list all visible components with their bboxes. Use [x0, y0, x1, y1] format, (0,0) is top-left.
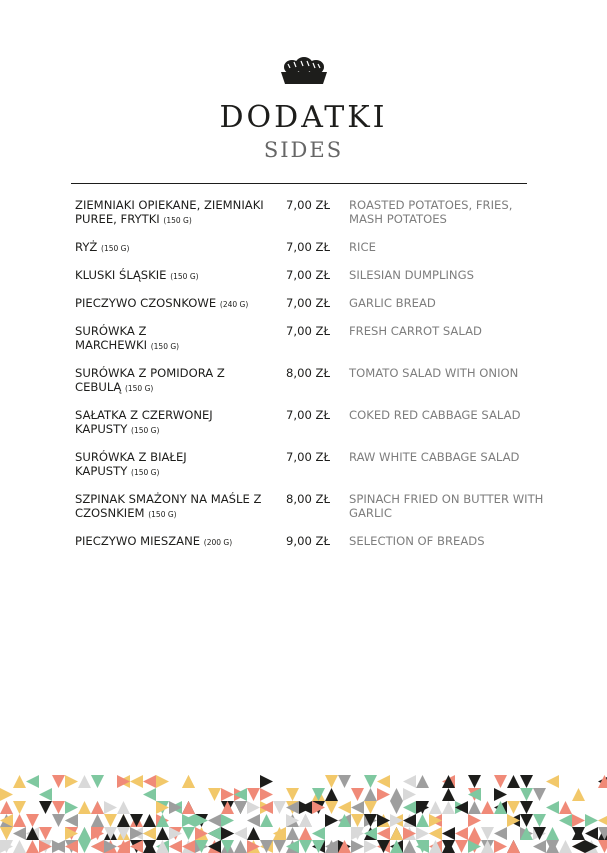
pattern-triangle	[78, 801, 91, 814]
pattern-triangle	[234, 840, 247, 853]
item-name: SURÓWKA Z POMIDORA Z CEBULĄ (150 G)	[75, 366, 225, 394]
menu-item	[75, 268, 575, 296]
pattern-triangle	[572, 840, 585, 853]
pattern-triangle	[546, 801, 559, 814]
pattern-triangle	[182, 827, 195, 840]
pattern-triangle	[52, 801, 65, 814]
pattern-triangle	[520, 814, 533, 827]
item-name-en: COKED RED CABBAGE SALAD	[349, 408, 521, 422]
item-weight: (150 G)	[124, 384, 154, 393]
pattern-triangle	[169, 840, 182, 853]
pattern-triangle	[325, 775, 338, 788]
item-price: 8,00 ZŁ	[286, 492, 330, 506]
item-price: 7,00 ZŁ	[286, 198, 330, 212]
pattern-triangle	[455, 840, 468, 853]
pattern-triangle	[286, 788, 299, 801]
pattern-triangle	[468, 814, 481, 827]
pattern-triangle	[208, 827, 221, 840]
pattern-triangle	[403, 840, 416, 853]
pattern-triangle	[52, 814, 65, 827]
item-weight: (150 G)	[101, 244, 130, 253]
pattern-triangle	[338, 801, 351, 814]
pattern-triangle	[520, 775, 533, 788]
pattern-triangle	[494, 788, 507, 801]
item-name-en: RAW WHITE CABBAGE SALAD	[349, 450, 520, 464]
pattern-triangle	[65, 814, 78, 827]
item-weight: (150 G)	[170, 272, 199, 281]
pattern-triangle	[182, 775, 195, 788]
pattern-triangle	[520, 801, 533, 814]
pattern-triangle	[494, 775, 507, 788]
menu-item	[75, 450, 575, 492]
pattern-triangle	[455, 827, 468, 840]
menu-list	[75, 198, 575, 562]
pattern-triangle	[247, 814, 260, 827]
pattern-triangle	[0, 801, 13, 814]
pattern-triangle	[39, 788, 52, 801]
pattern-triangle	[598, 840, 607, 853]
pattern-triangle	[572, 788, 585, 801]
pattern-triangle	[429, 801, 442, 814]
pattern-triangle	[26, 775, 39, 788]
pattern-triangle	[468, 801, 481, 814]
pattern-triangle	[91, 775, 104, 788]
item-name-en: SPINACH FRIED ON BUTTER WITH GARLIC	[349, 492, 544, 520]
decorative-triangle-pattern	[0, 768, 607, 853]
item-name: RYŻ (150 G)	[75, 240, 130, 254]
pattern-triangle	[0, 827, 13, 840]
item-name-en: RICE	[349, 240, 376, 254]
item-weight: (150 G)	[163, 216, 192, 225]
pattern-triangle	[533, 814, 546, 827]
page-subtitle: SIDES	[263, 138, 344, 162]
pattern-triangle	[78, 775, 91, 788]
menu-item	[75, 366, 575, 408]
page-title: DODATKI	[219, 100, 388, 135]
pattern-triangle	[559, 801, 572, 814]
pattern-triangle	[299, 840, 312, 853]
pattern-triangle	[377, 827, 390, 840]
pattern-triangle	[364, 801, 377, 814]
item-name-en: TOMATO SALAD WITH ONION	[349, 366, 519, 380]
pattern-triangle	[416, 775, 429, 788]
item-name: SZPINAK SMAŻONY NA MAŚLE Z CZOSNKIEM (150 G)	[75, 492, 262, 520]
menu-item	[75, 534, 575, 562]
pattern-triangle	[481, 827, 494, 840]
pattern-triangle	[507, 801, 520, 814]
item-name: SAŁATKA Z CZERWONEJ KAPUSTY (150 G)	[75, 408, 213, 436]
pattern-triangle	[39, 827, 52, 840]
item-weight: (150 G)	[131, 426, 160, 435]
pattern-triangle	[143, 827, 156, 840]
pattern-triangle	[143, 775, 156, 788]
pattern-triangle	[0, 788, 13, 801]
pattern-triangle	[104, 801, 117, 814]
item-weight: (150 G)	[150, 342, 180, 351]
item-price: 9,00 ZŁ	[286, 534, 330, 548]
pattern-triangle	[325, 788, 338, 801]
pattern-triangle	[299, 827, 312, 840]
pattern-triangle	[78, 840, 91, 853]
pattern-triangle	[65, 801, 78, 814]
pattern-triangle	[377, 775, 390, 788]
pattern-triangle	[130, 775, 143, 788]
pattern-triangle	[364, 775, 377, 788]
item-name: SURÓWKA Z BIAŁEJ KAPUSTY (150 G)	[75, 450, 187, 478]
pattern-triangle	[507, 840, 520, 853]
pattern-triangle	[78, 827, 91, 840]
pattern-triangle	[416, 827, 429, 840]
item-name: PIECZYWO CZOSNKOWE (240 G)	[75, 296, 249, 310]
item-name-en: SILESIAN DUMPLINGS	[349, 268, 474, 282]
item-name-en: SELECTION OF BREADS	[349, 534, 485, 548]
pattern-triangle	[13, 840, 26, 853]
pattern-triangle	[208, 788, 221, 801]
item-name-en: ROASTED POTATOES, FRIES, MASH POTATOES	[349, 198, 513, 226]
pattern-triangle	[403, 775, 416, 788]
pattern-triangle	[247, 788, 260, 801]
pattern-triangle	[533, 840, 546, 853]
pattern-triangle	[91, 801, 104, 814]
pattern-triangle	[351, 801, 364, 814]
pattern-triangle	[13, 775, 26, 788]
pattern-triangle	[468, 775, 481, 788]
pattern-triangle	[13, 801, 26, 814]
pattern-triangle	[403, 788, 416, 801]
item-name-en: GARLIC BREAD	[349, 296, 436, 310]
pattern-triangle	[416, 814, 429, 827]
item-price: 7,00 ZŁ	[286, 324, 330, 338]
item-name: PIECZYWO MIESZANE (200 G)	[75, 534, 233, 548]
pattern-triangle	[481, 801, 494, 814]
pattern-triangle	[546, 827, 559, 840]
item-weight: (240 G)	[219, 300, 249, 309]
pattern-triangle	[429, 827, 442, 840]
pattern-triangle	[442, 827, 455, 840]
pattern-triangle	[91, 840, 104, 853]
item-price: 7,00 ZŁ	[286, 450, 330, 464]
pattern-triangle	[507, 775, 520, 788]
pattern-triangle	[182, 801, 195, 814]
pattern-triangle	[143, 788, 156, 801]
item-weight: (150 G)	[131, 468, 160, 477]
pattern-triangle	[403, 801, 416, 814]
pattern-triangle	[351, 840, 364, 853]
pattern-triangle	[390, 827, 403, 840]
menu-item	[75, 198, 575, 240]
pattern-triangle	[520, 788, 533, 801]
pattern-triangle	[117, 814, 130, 827]
pattern-triangle	[312, 827, 325, 840]
pattern-triangle	[52, 775, 65, 788]
pattern-triangle	[390, 788, 403, 801]
pattern-triangle	[325, 814, 338, 827]
pattern-triangle	[442, 801, 455, 814]
pattern-triangle	[117, 801, 130, 814]
item-price: 8,00 ZŁ	[286, 366, 330, 380]
item-name: KLUSKI ŚLĄSKIE (150 G)	[75, 268, 199, 282]
pattern-triangle	[260, 775, 273, 788]
pattern-triangle	[221, 814, 234, 827]
pattern-triangle	[273, 801, 286, 814]
pattern-triangle	[598, 814, 607, 827]
pattern-triangle	[559, 814, 572, 827]
pattern-triangle	[364, 840, 377, 853]
pattern-triangle	[104, 814, 117, 827]
pattern-triangle	[494, 827, 507, 840]
pattern-triangle	[533, 788, 546, 801]
pattern-triangle	[299, 814, 312, 827]
item-name-en: FRESH CARROT SALAD	[349, 324, 482, 338]
pattern-triangle	[156, 775, 169, 788]
pattern-triangle	[143, 814, 156, 827]
pattern-triangle	[65, 775, 78, 788]
pattern-triangle	[260, 814, 273, 827]
pattern-triangle	[26, 814, 39, 827]
item-weight: (150 G)	[148, 510, 177, 519]
menu-item	[75, 324, 575, 366]
item-name: SURÓWKA Z MARCHEWKI (150 G)	[75, 324, 180, 352]
pattern-triangle	[546, 775, 559, 788]
pattern-triangle	[494, 840, 507, 853]
pattern-triangle	[585, 827, 598, 840]
pattern-triangle	[377, 788, 390, 801]
pattern-triangle	[351, 788, 364, 801]
pattern-triangle	[91, 814, 104, 827]
bread-basket-icon	[278, 56, 330, 84]
pattern-triangle	[273, 840, 286, 853]
pattern-triangle	[364, 788, 377, 801]
item-price: 7,00 ZŁ	[286, 240, 330, 254]
menu-item	[75, 240, 575, 268]
item-name: ZIEMNIAKI OPIEKANE, ZIEMNIAKI PUREE, FRYTKI (150 G)	[75, 198, 264, 226]
pattern-triangle	[156, 827, 169, 840]
pattern-triangle	[221, 788, 234, 801]
item-price: 7,00 ZŁ	[286, 268, 330, 282]
pattern-triangle	[260, 788, 273, 801]
menu-item	[75, 492, 575, 534]
pattern-triangle	[39, 801, 52, 814]
pattern-triangle	[247, 827, 260, 840]
pattern-triangle	[390, 801, 403, 814]
item-price: 7,00 ZŁ	[286, 408, 330, 422]
pattern-triangle	[13, 814, 26, 827]
pattern-triangle	[325, 801, 338, 814]
menu-item	[75, 296, 575, 324]
pattern-triangle	[572, 814, 585, 827]
pattern-triangle	[468, 827, 481, 840]
pattern-triangle	[234, 827, 247, 840]
pattern-triangle	[26, 840, 39, 853]
divider	[71, 183, 527, 184]
item-price: 7,00 ZŁ	[286, 296, 330, 310]
pattern-triangle	[208, 814, 221, 827]
pattern-triangle	[351, 814, 364, 827]
menu-item	[75, 408, 575, 450]
pattern-triangle	[13, 827, 26, 840]
item-weight: (200 G)	[203, 538, 233, 547]
pattern-triangle	[247, 801, 260, 814]
pattern-triangle	[221, 827, 234, 840]
pattern-triangle	[559, 840, 572, 853]
pattern-triangle	[286, 827, 299, 840]
pattern-triangle	[338, 775, 351, 788]
pattern-triangle	[585, 814, 598, 827]
pattern-triangle	[442, 788, 455, 801]
pattern-triangle	[234, 801, 247, 814]
